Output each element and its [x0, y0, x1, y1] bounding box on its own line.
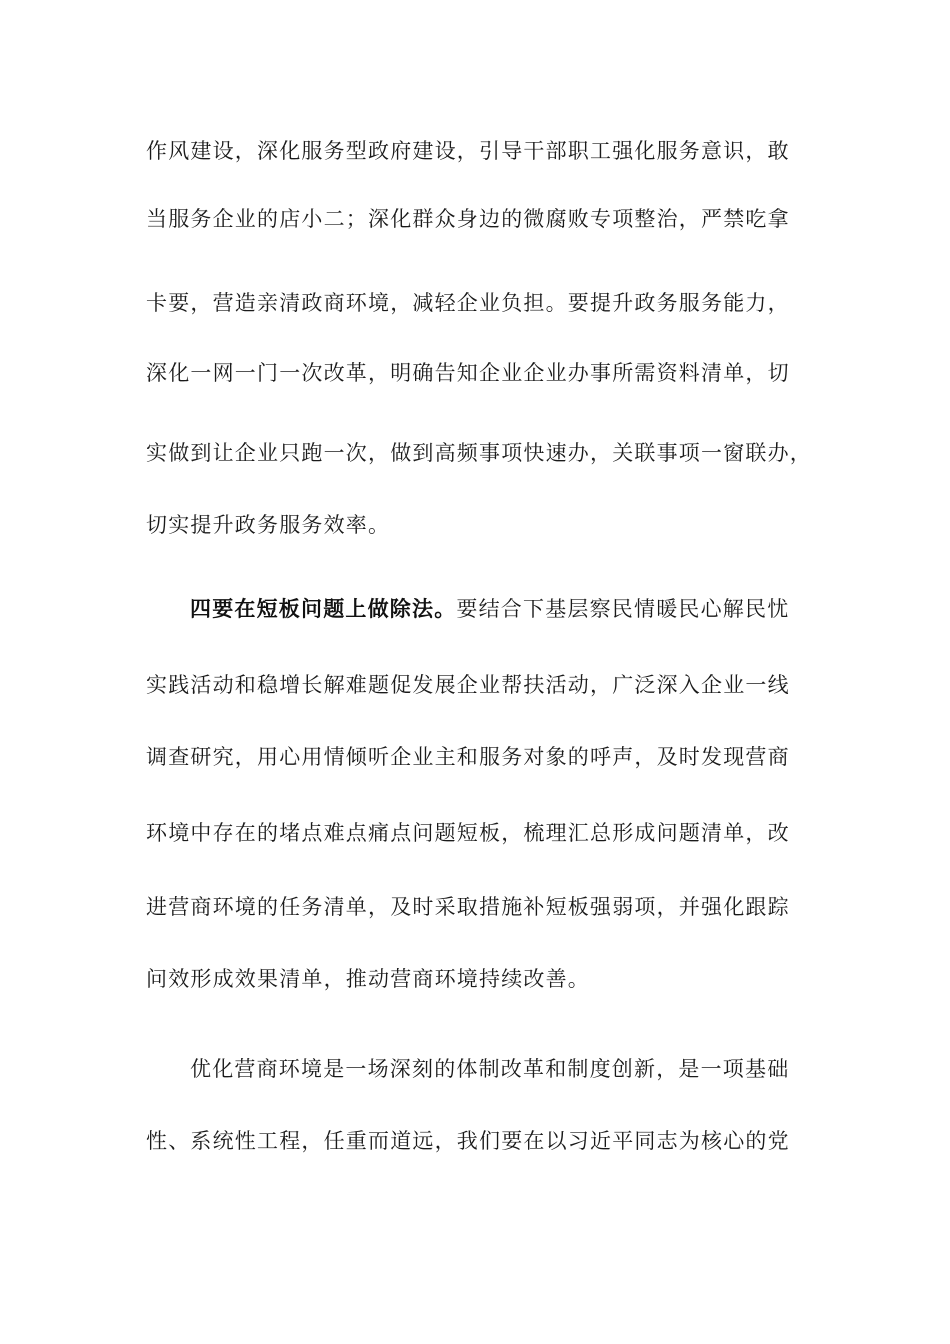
paragraph-1-line-6: 切实提升政务服务效率。: [146, 513, 391, 537]
paragraph-3-line-1: 优化营商环境是一场深刻的体制改革和制度创新，是一项基础: [190, 1057, 790, 1081]
paragraph-1-line-2: 当服务企业的店小二；深化群众身边的微腐败专项整治，严禁吃拿: [146, 207, 790, 231]
paragraph-2-line-1-text: 要结合下基层察民情暖民心解民忧: [456, 597, 790, 621]
paragraph-3-line-2: 性、系统性工程，任重而道远，我们要在以习近平同志为核心的党: [146, 1129, 790, 1153]
paragraph-2-line-3: 调查研究，用心用情倾听企业主和服务对象的呼声，及时发现营商: [146, 745, 790, 769]
paragraph-1-line-1: 作风建设，深化服务型政府建设，引导干部职工强化服务意识，敢: [146, 139, 790, 163]
paragraph-1-line-3: 卡要，营造亲清政商环境，减轻企业负担。要提升政务服务能力，: [146, 291, 790, 315]
paragraph-2-line-6: 问效形成效果清单，推动营商环境持续改善。: [146, 967, 590, 991]
paragraph-1-line-5: 实做到让企业只跑一次，做到高频事项快速办，关联事项一窗联办，: [146, 441, 812, 465]
paragraph-2-line-5: 进营商环境的任务清单，及时采取措施补短板强弱项，并强化跟踪: [146, 895, 790, 919]
paragraph-2-heading: 四要在短板问题上做除法。: [190, 596, 457, 621]
paragraph-2-line-4: 环境中存在的堵点难点痛点问题短板，梳理汇总形成问题清单，改: [146, 821, 790, 845]
paragraph-2-line-2: 实践活动和稳增长解难题促发展企业帮扶活动，广泛深入企业一线: [146, 673, 790, 697]
paragraph-1-line-4: 深化一网一门一次改革，明确告知企业企业办事所需资料清单，切: [146, 361, 790, 385]
paragraph-2-line-1: [190, 594, 806, 624]
